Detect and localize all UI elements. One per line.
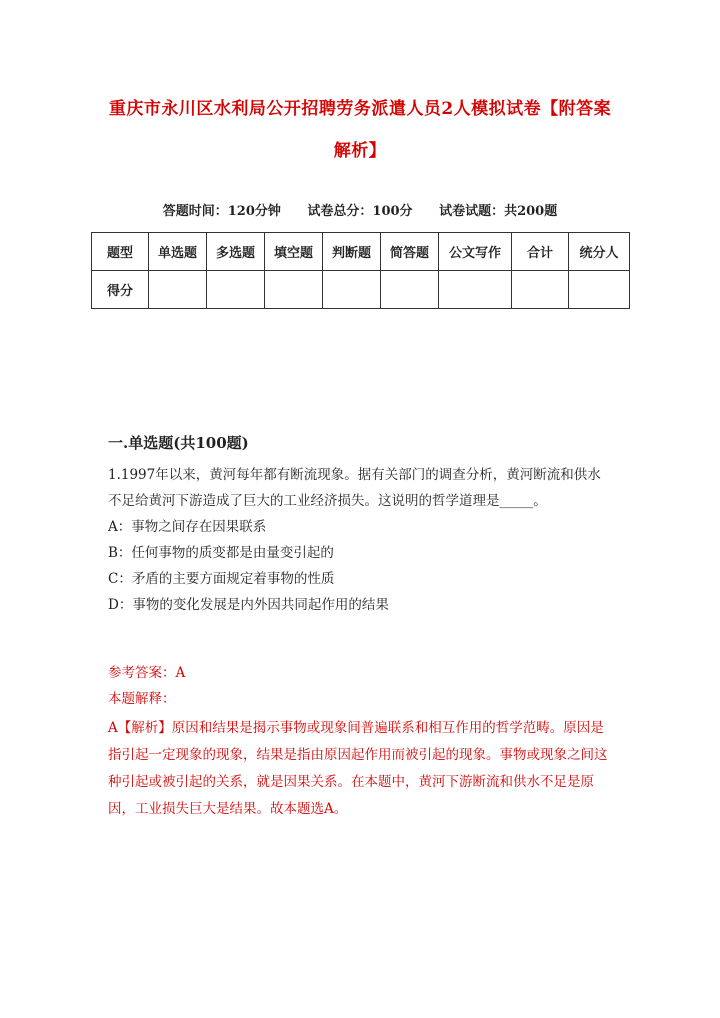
- score-header-cell: 简答题: [381, 233, 439, 271]
- score-header-cell: 公文写作: [439, 233, 512, 271]
- score-header-cell: 单选题: [149, 233, 207, 271]
- score-cell: [265, 271, 323, 309]
- score-table-score-row: [92, 271, 630, 309]
- section-heading: 一.单选题(共100题): [108, 434, 249, 452]
- score-cell: [439, 271, 512, 309]
- score-header-cell: 合计: [512, 233, 569, 271]
- option-a: A：事物之间存在因果联系: [108, 519, 267, 535]
- option-c: C：矛盾的主要方面规定着事物的性质: [108, 571, 335, 587]
- score-table-header-row: [92, 233, 630, 271]
- document-title: [100, 88, 620, 172]
- score-cell: [207, 271, 265, 309]
- explanation-label: 本题解释：: [108, 691, 176, 707]
- option-b: B：任何事物的质变都是由量变引起的: [108, 545, 334, 561]
- title-line-1: 重庆市永川区水利局公开招聘劳务派遣人员2人模拟试卷【附答案: [108, 99, 612, 119]
- exam-meta: [0, 200, 720, 219]
- reference-answer: 参考答案：A: [108, 665, 186, 681]
- answer-block: [108, 660, 614, 712]
- score-header-cell: 题型: [92, 233, 149, 271]
- title-line-2: 解析】: [333, 141, 387, 161]
- score-cell: [381, 271, 439, 309]
- explanation-text: A【解析】原因和结果是揭示事物或现象间普遍联系和相互作用的哲学范畴。原因是指引起一定现象的现象，结果是指由原因起作用而被引起的现象。事物或现象之间这种引起或被引起的关系，就是因果关系。在本题中，黄河下游断流和供水不足是原因，工业损失巨大是结果。故本题选A。: [108, 720, 608, 817]
- score-cell: [149, 271, 207, 309]
- exam-time: 答题时间：120分钟: [162, 204, 281, 219]
- exam-total-score: 试卷总分：100分: [307, 204, 413, 219]
- score-cell: [569, 271, 630, 309]
- score-header-cell: 统分人: [569, 233, 630, 271]
- question-block: [108, 462, 614, 618]
- question-text: 1.1997年以来，黄河每年都有断流现象。据有关部门的调查分析，黄河断流和供水不足给黄河下游造成了巨大的工业经济损失。这说明的哲学道理是_____。: [108, 467, 601, 509]
- score-header-cell: 多选题: [207, 233, 265, 271]
- score-header-cell: 填空题: [265, 233, 323, 271]
- score-cell: [323, 271, 381, 309]
- score-cell: [512, 271, 569, 309]
- exam-question-count: 试卷试题：共200题: [439, 204, 558, 219]
- option-d: D：事物的变化发展是内外因共同起作用的结果: [108, 597, 389, 613]
- score-row-label: 得分: [92, 271, 149, 309]
- score-header-cell: 判断题: [323, 233, 381, 271]
- score-table: [91, 232, 630, 309]
